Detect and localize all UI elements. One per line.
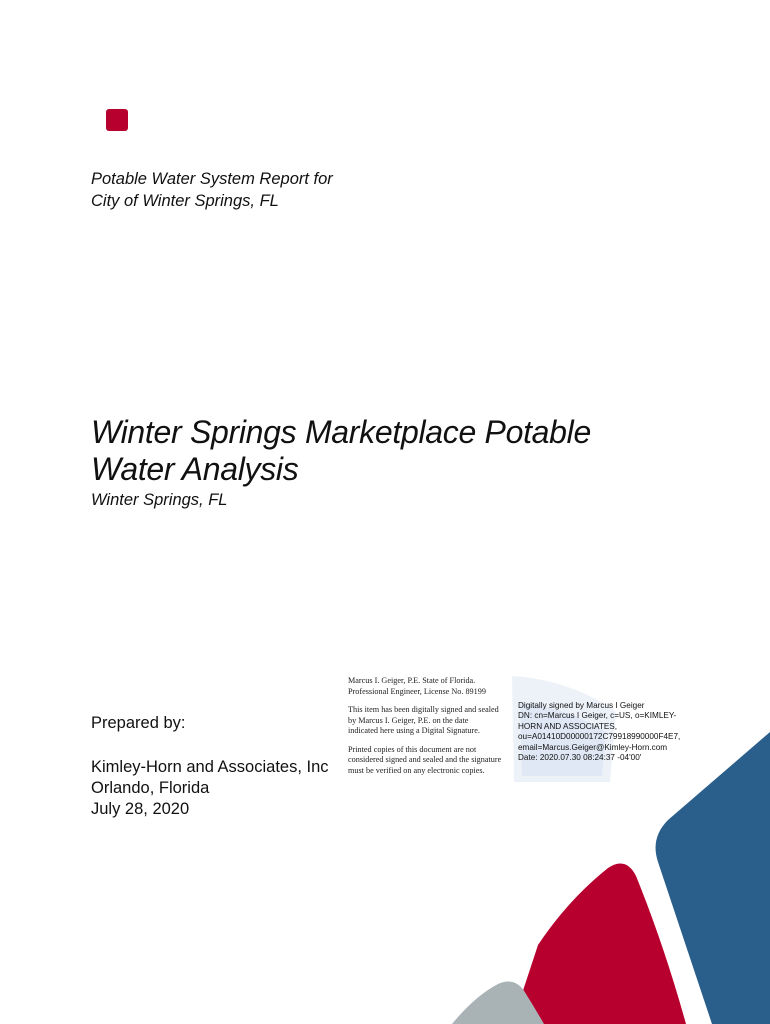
title-line-1: Winter Springs Marketplace Potable (91, 414, 591, 450)
signature-line: ou=A01410D00000172C79918990000F4E7, (518, 732, 681, 742)
signature-line: email=Marcus.Geiger@Kimley-Horn.com (518, 742, 668, 752)
location-text: Winter Springs, FL (91, 491, 228, 509)
seal-line: must be verified on any electronic copies. (348, 765, 485, 775)
company-name: Kimley-Horn and Associates, Inc (91, 758, 329, 776)
company-city: Orlando, Florida (91, 779, 210, 797)
seal-line: Professional Engineer, License No. 89199 (348, 686, 486, 696)
signature-line: HORN AND ASSOCIATES, (518, 721, 618, 731)
seal-line: Marcus I. Geiger, P.E. State of Florida. (348, 676, 476, 685)
report-date: July 28, 2020 (91, 800, 190, 818)
signature-line: DN: cn=Marcus I Geiger, c=US, o=KIMLEY- (518, 711, 677, 721)
subtitle-line-2: City of Winter Springs, FL (91, 192, 279, 210)
seal-line: by Marcus I. Geiger, P.E. on the date (348, 715, 469, 725)
prepared-by-label: Prepared by: (91, 714, 186, 732)
seal-line: considered signed and sealed and the signature (348, 755, 502, 764)
seal-line: This item has been digitally signed and sealed (348, 705, 499, 714)
signature-line: Digitally signed by Marcus I Geiger (518, 701, 645, 710)
decor-red-shape (512, 864, 686, 1024)
seal-line: Printed copies of this document are not (348, 744, 477, 754)
title-line-2: Water Analysis (91, 451, 299, 487)
subtitle-line-1: Potable Water System Report for (91, 170, 333, 188)
signature-line: Date: 2020.07.30 08:24:37 -04'00' (518, 753, 642, 763)
seal-line: indicated here using a Digital Signature. (348, 726, 480, 735)
